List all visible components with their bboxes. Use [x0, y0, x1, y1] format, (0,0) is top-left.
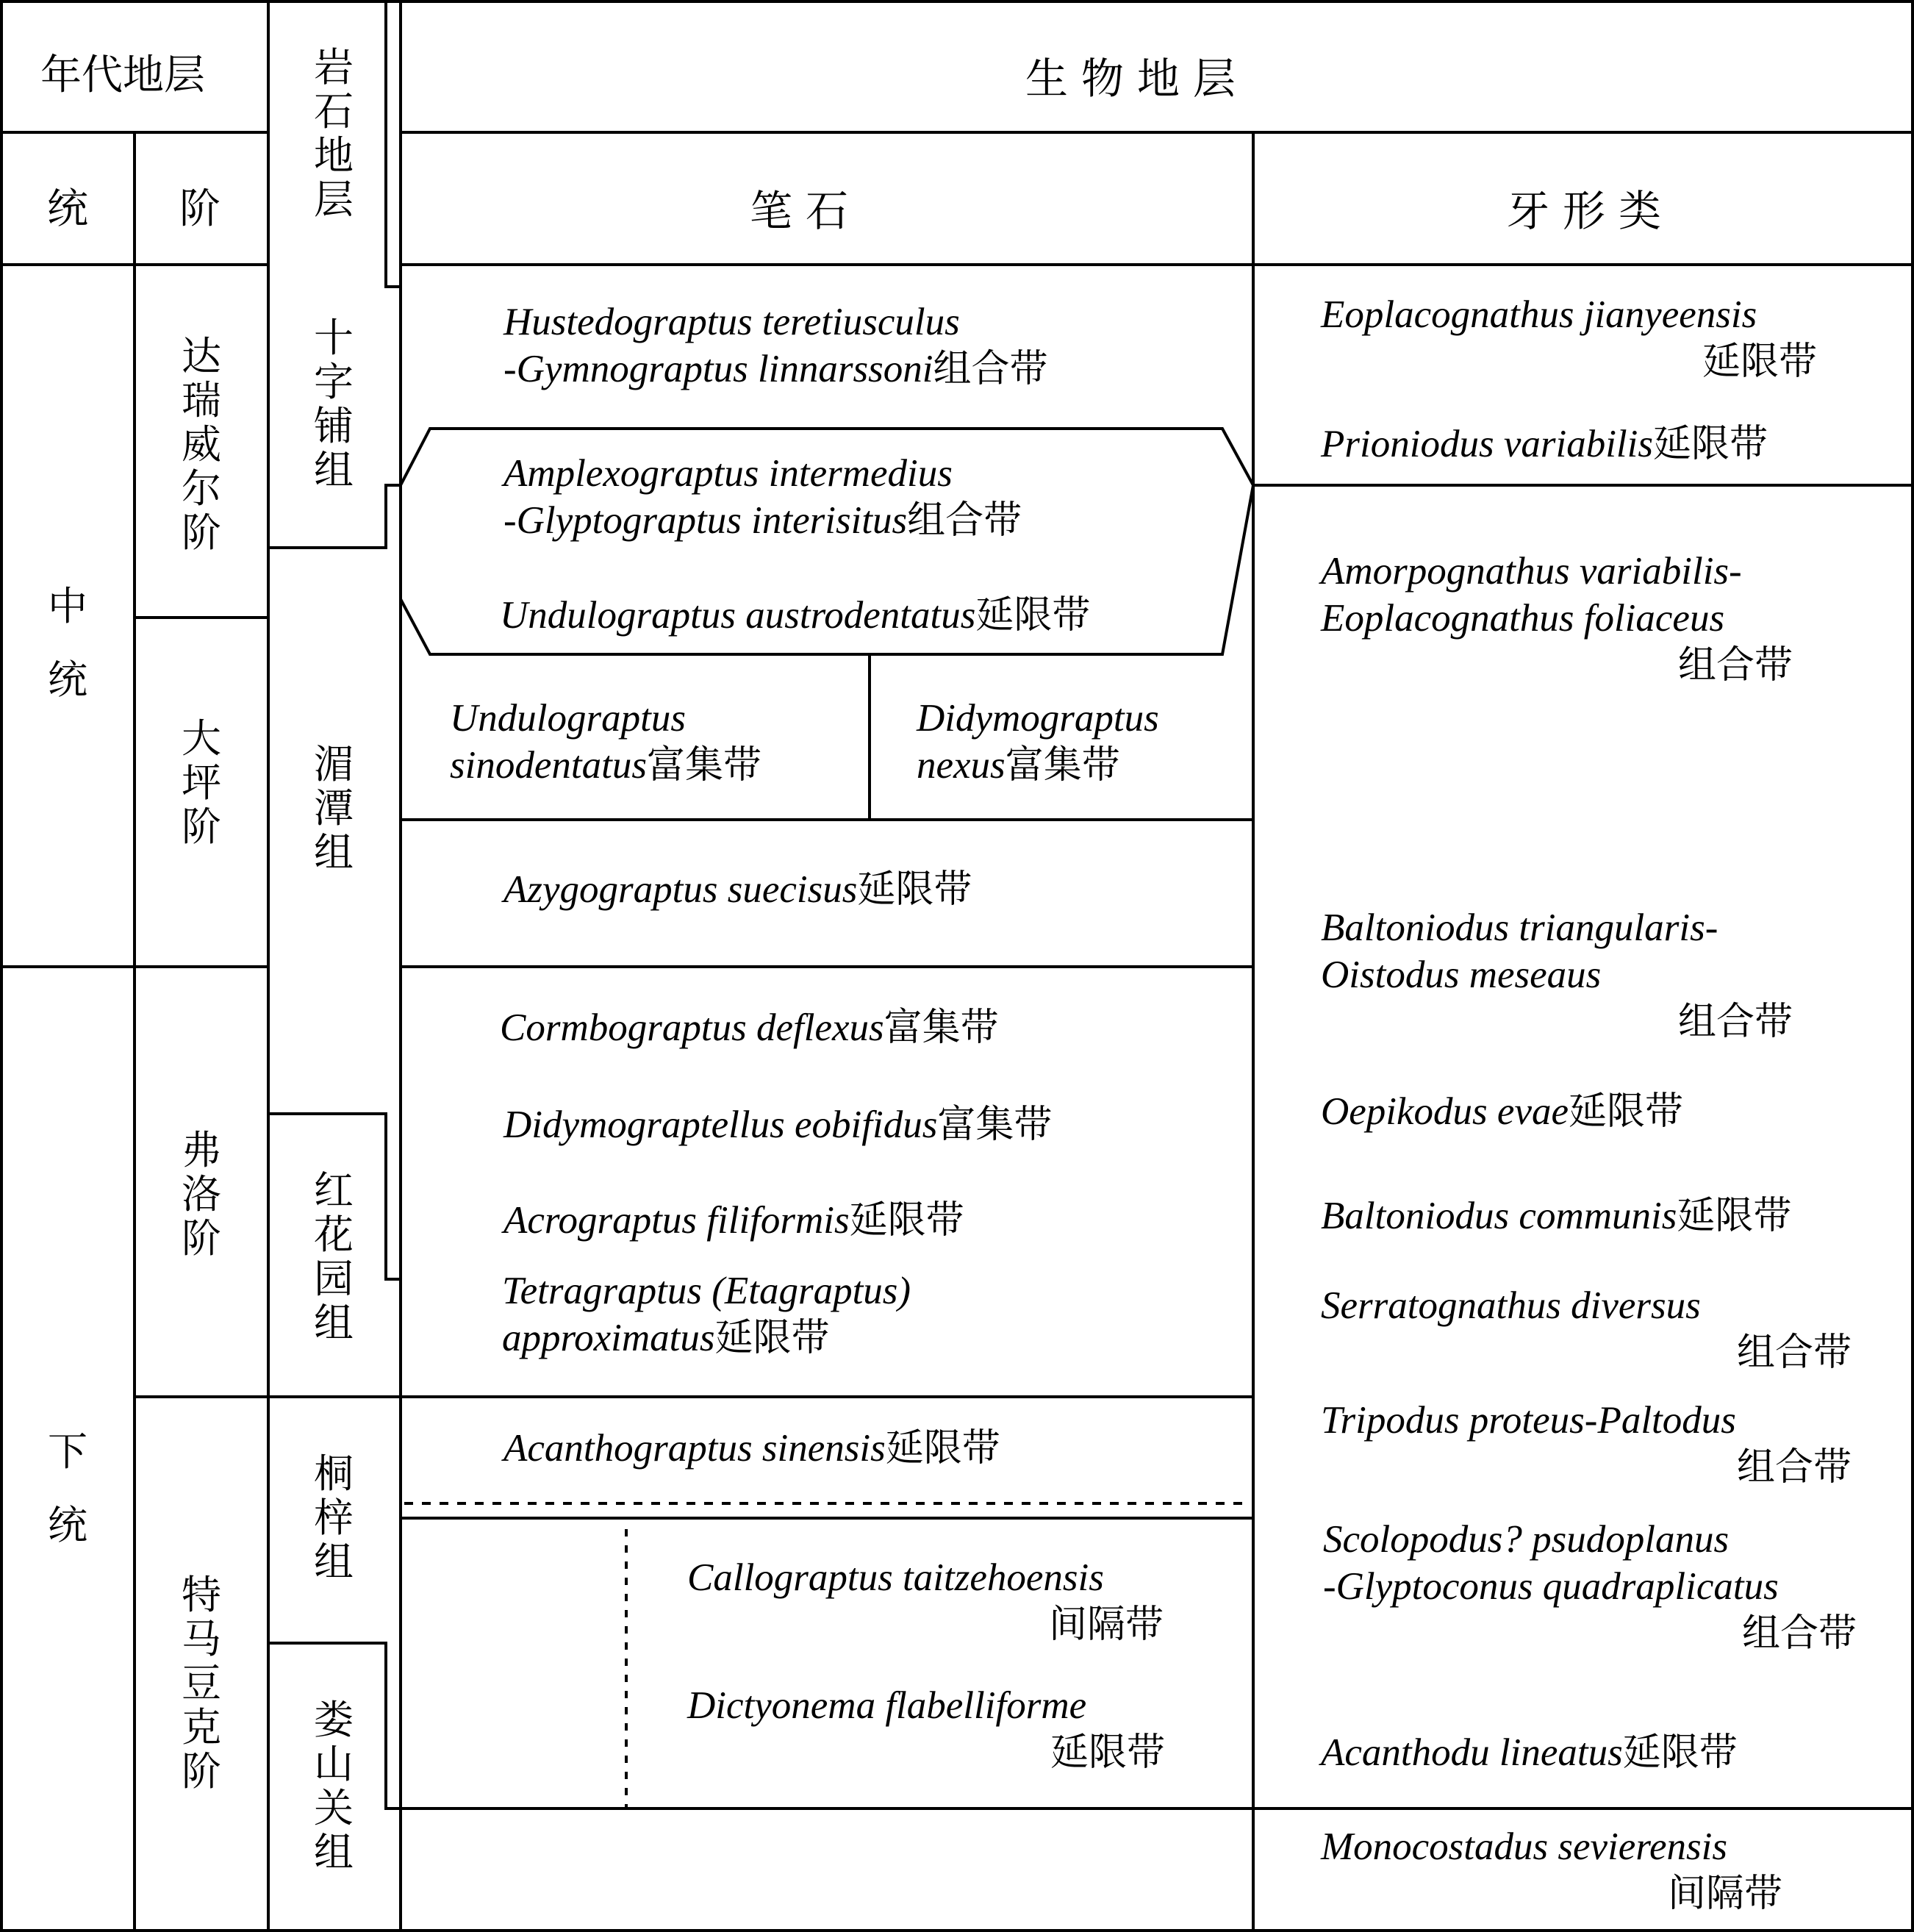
- grapt-zone-8: Didymograptellus eobifidus富集带: [503, 1103, 1053, 1147]
- header-lithostratigraphy: 岩石地层: [314, 44, 354, 223]
- formation-honghuayuan: 红花园组: [314, 1167, 354, 1346]
- stage-dapingian: 大坪阶: [182, 715, 221, 850]
- stage-floian: 弗洛阶: [182, 1127, 221, 1262]
- cono-zone-4: Baltoniodus triangularis- Oistodus meseaus 组合带: [1321, 906, 1793, 1044]
- litho-header-step: [386, 1, 401, 287]
- grapt-zone-1: Hustedograptus teretiusculus -Gymnograptus linnarssoni组合带: [503, 301, 1048, 391]
- header-conodont: 牙形类: [1507, 186, 1675, 236]
- formation-meitan: 湄潭组: [314, 741, 354, 876]
- header-graptolite: 笔石: [750, 186, 862, 236]
- grapt-zone-5: Didymograptus nexus富集带: [917, 697, 1159, 787]
- header-biostratigraphy: 生物地层: [1025, 54, 1250, 104]
- series-lower: 下统: [48, 1428, 87, 1548]
- stage-tremadocian: 特马豆克阶: [182, 1572, 221, 1795]
- cono-zone-7: Serratognathus diversus 组合带: [1321, 1284, 1852, 1375]
- header-chronostratigraphy: 年代地层: [40, 51, 205, 99]
- cono-zone-8: Tripodus proteus-Paltodus 组合带: [1321, 1399, 1852, 1489]
- grapt-zone-4: Undulograptus sinodentatus富集带: [450, 697, 761, 787]
- cono-zone-11: Monocostadus sevierensis 间隔带: [1321, 1825, 1782, 1916]
- grapt-zone-10: Tetragraptus (Etagraptus) approximatus延限带: [502, 1270, 911, 1360]
- cono-zone-6: Baltoniodus communis延限带: [1321, 1194, 1792, 1238]
- grapt-zone-7: Cormbograptus deflexus富集带: [500, 1006, 999, 1050]
- header-stage: 阶: [179, 185, 221, 233]
- cono-zone-1: Eoplacognathus jianyeensis 延限带: [1321, 293, 1817, 384]
- formation-shizipu: 十字铺组: [314, 315, 354, 493]
- grapt-zone-12: Callograptus taitzehoensis 间隔带: [687, 1556, 1164, 1647]
- formation-boundary-1: [268, 485, 401, 548]
- cono-zone-5: Oepikodus evae延限带: [1321, 1090, 1684, 1134]
- grapt-zone-13: Dictyonema flabelliforme 延限带: [687, 1684, 1165, 1775]
- cono-zone-9: Scolopodus? psudoplanus -Glyptoconus quadraplicatus 组合带: [1323, 1518, 1857, 1656]
- grapt-zone-2: Amplexograptus intermedius -Glyptograptus interisitus组合带: [503, 452, 1022, 543]
- grapt-zone-3: Undulograptus austrodentatus延限带: [500, 593, 1091, 637]
- formation-loushanguan: 娄山关组: [314, 1697, 354, 1875]
- series-middle: 中统: [48, 583, 87, 703]
- cono-zone-10: Acanthodu lineatus延限带: [1321, 1731, 1738, 1775]
- grapt-zone-11: Acanthograptus sinensis延限带: [503, 1426, 1000, 1470]
- formation-tongzi: 桐梓组: [314, 1450, 354, 1585]
- cono-zone-3: Amorpognathus variabilis- Eoplacognathus foliaceus 组合带: [1321, 550, 1793, 687]
- grapt-zone-6: Azygograptus suecisus延限带: [503, 867, 972, 912]
- header-series: 统: [47, 185, 88, 233]
- grapt-zone-9: Acrograptus filiformis延限带: [503, 1198, 964, 1242]
- stage-darriwilian: 达瑞威尔阶: [182, 333, 221, 556]
- cono-zone-2: Prioniodus variabilis延限带: [1321, 422, 1768, 466]
